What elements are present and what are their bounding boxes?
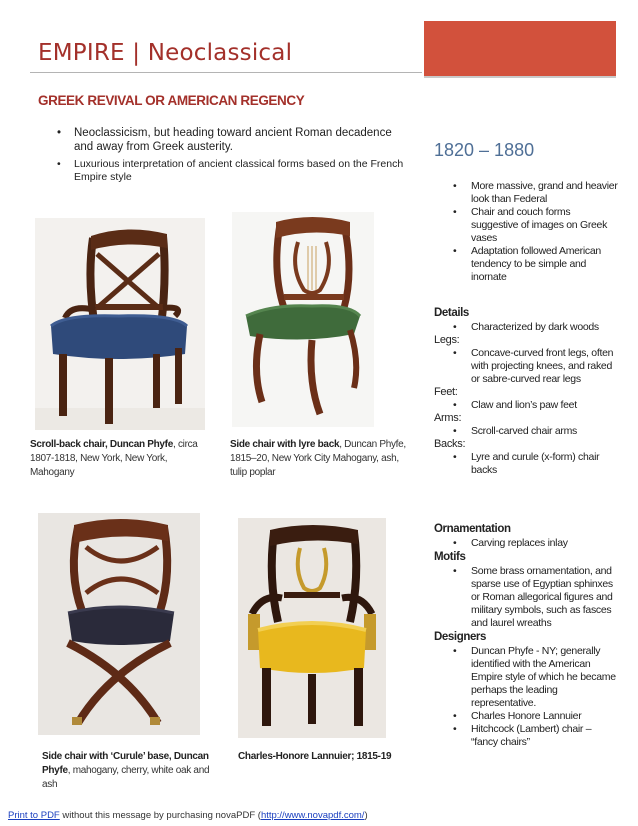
feet-label: Feet: [434,386,458,398]
chair-caption-3 [42,750,212,792]
caption-title: Side chair with lyre back [230,439,340,450]
backs-label: Backs: [434,438,466,450]
overview-item: • More massive, grand and heavier look than Federal [434,180,620,206]
legs-item: • Concave-curved front legs, often with projecting knees, and raked or sabre-curved rear legs [434,347,620,386]
accent-block [424,21,616,78]
lyre-back-chair-photo [232,212,374,427]
details-item: • Characterized by dark woods [434,321,620,334]
motifs-item: • Some brass ornamentation, and sparse use of Egyptian sphinxes or Roman allegorical figures and military symbols, such as fasces and laurel wreaths [434,565,620,630]
title-rule [30,72,422,73]
curule-chair-photo [38,513,200,735]
feet-item: • Claw and lion’s paw feet [434,399,620,412]
caption-title: Scroll-back chair, Duncan Phyfe [30,439,173,450]
overview-item: • Chair and couch forms suggestive of images on Greek vases [434,206,620,245]
legs-label: Legs: [434,334,460,346]
overview-item: • Adaptation followed American tendency to be simple and inornate [434,245,620,284]
chair-caption-2 [230,438,408,480]
intro-item: • Neoclassicism, but heading toward ancient Roman decadence and away from Greek austerity. [55,126,405,154]
caption-text: , mahogany, cherry, white oak and ash [42,765,210,790]
date-range: 1820 – 1880 [434,140,535,160]
ornamentation-section [434,522,620,749]
backs-item: • Lyre and curule (x-form) chair backs [434,451,620,477]
scroll-back-chair-photo [35,218,205,430]
page-subtitle: GREEK REVIVAL OR AMERICAN REGENCY [38,93,305,108]
designer-item: • Hitchcock (Lambert) chair – “fancy chairs” [434,723,620,749]
caption-text: , circa 1807-1818, New York, New York, Mahogany [30,439,198,478]
chair-caption-1 [30,438,210,480]
designer-item: • Charles Honore Lannuier [434,710,620,723]
intro-list [55,126,405,188]
ornamentation-heading: Ornamentation [434,523,511,535]
caption-text: , Duncan Phyfe, 1815–20, New York City Mahogany, ash, tulip poplar [230,439,406,478]
ornamentation-item: • Carving replaces inlay [434,537,620,550]
designers-heading: Designers [434,631,487,643]
footer-text: without this message by purchasing novaPDF ( [59,810,261,821]
caption-title: Charles-Honore Lannuier; 1815-19 [238,751,392,762]
caption-title: Side chair with ‘Curule’ base, Duncan Phyfe [42,751,209,776]
print-to-pdf-link[interactable]: Print to PDF [8,810,60,821]
intro-item: • Luxurious interpretation of ancient classical forms based on the French Empire style [55,158,405,184]
novapdf-link[interactable]: http://www.novapdf.com/ [260,810,365,821]
overview-list [434,180,620,284]
footer-end: ) [364,810,368,821]
designer-item: • Duncan Phyfe - NY; generally identified with the American Empire style of which he became perhaps the leading representative. [434,645,620,710]
details-section [434,306,620,477]
lannuier-armchair-photo [238,518,386,738]
chair-caption-4 [238,750,398,764]
details-heading: Details [434,307,469,319]
page-title: EMPIRE | Neoclassical [38,40,293,66]
footer-note [8,810,368,821]
arms-label: Arms: [434,412,462,424]
arms-item: • Scroll-carved chair arms [434,425,620,438]
motifs-heading: Motifs [434,551,466,563]
